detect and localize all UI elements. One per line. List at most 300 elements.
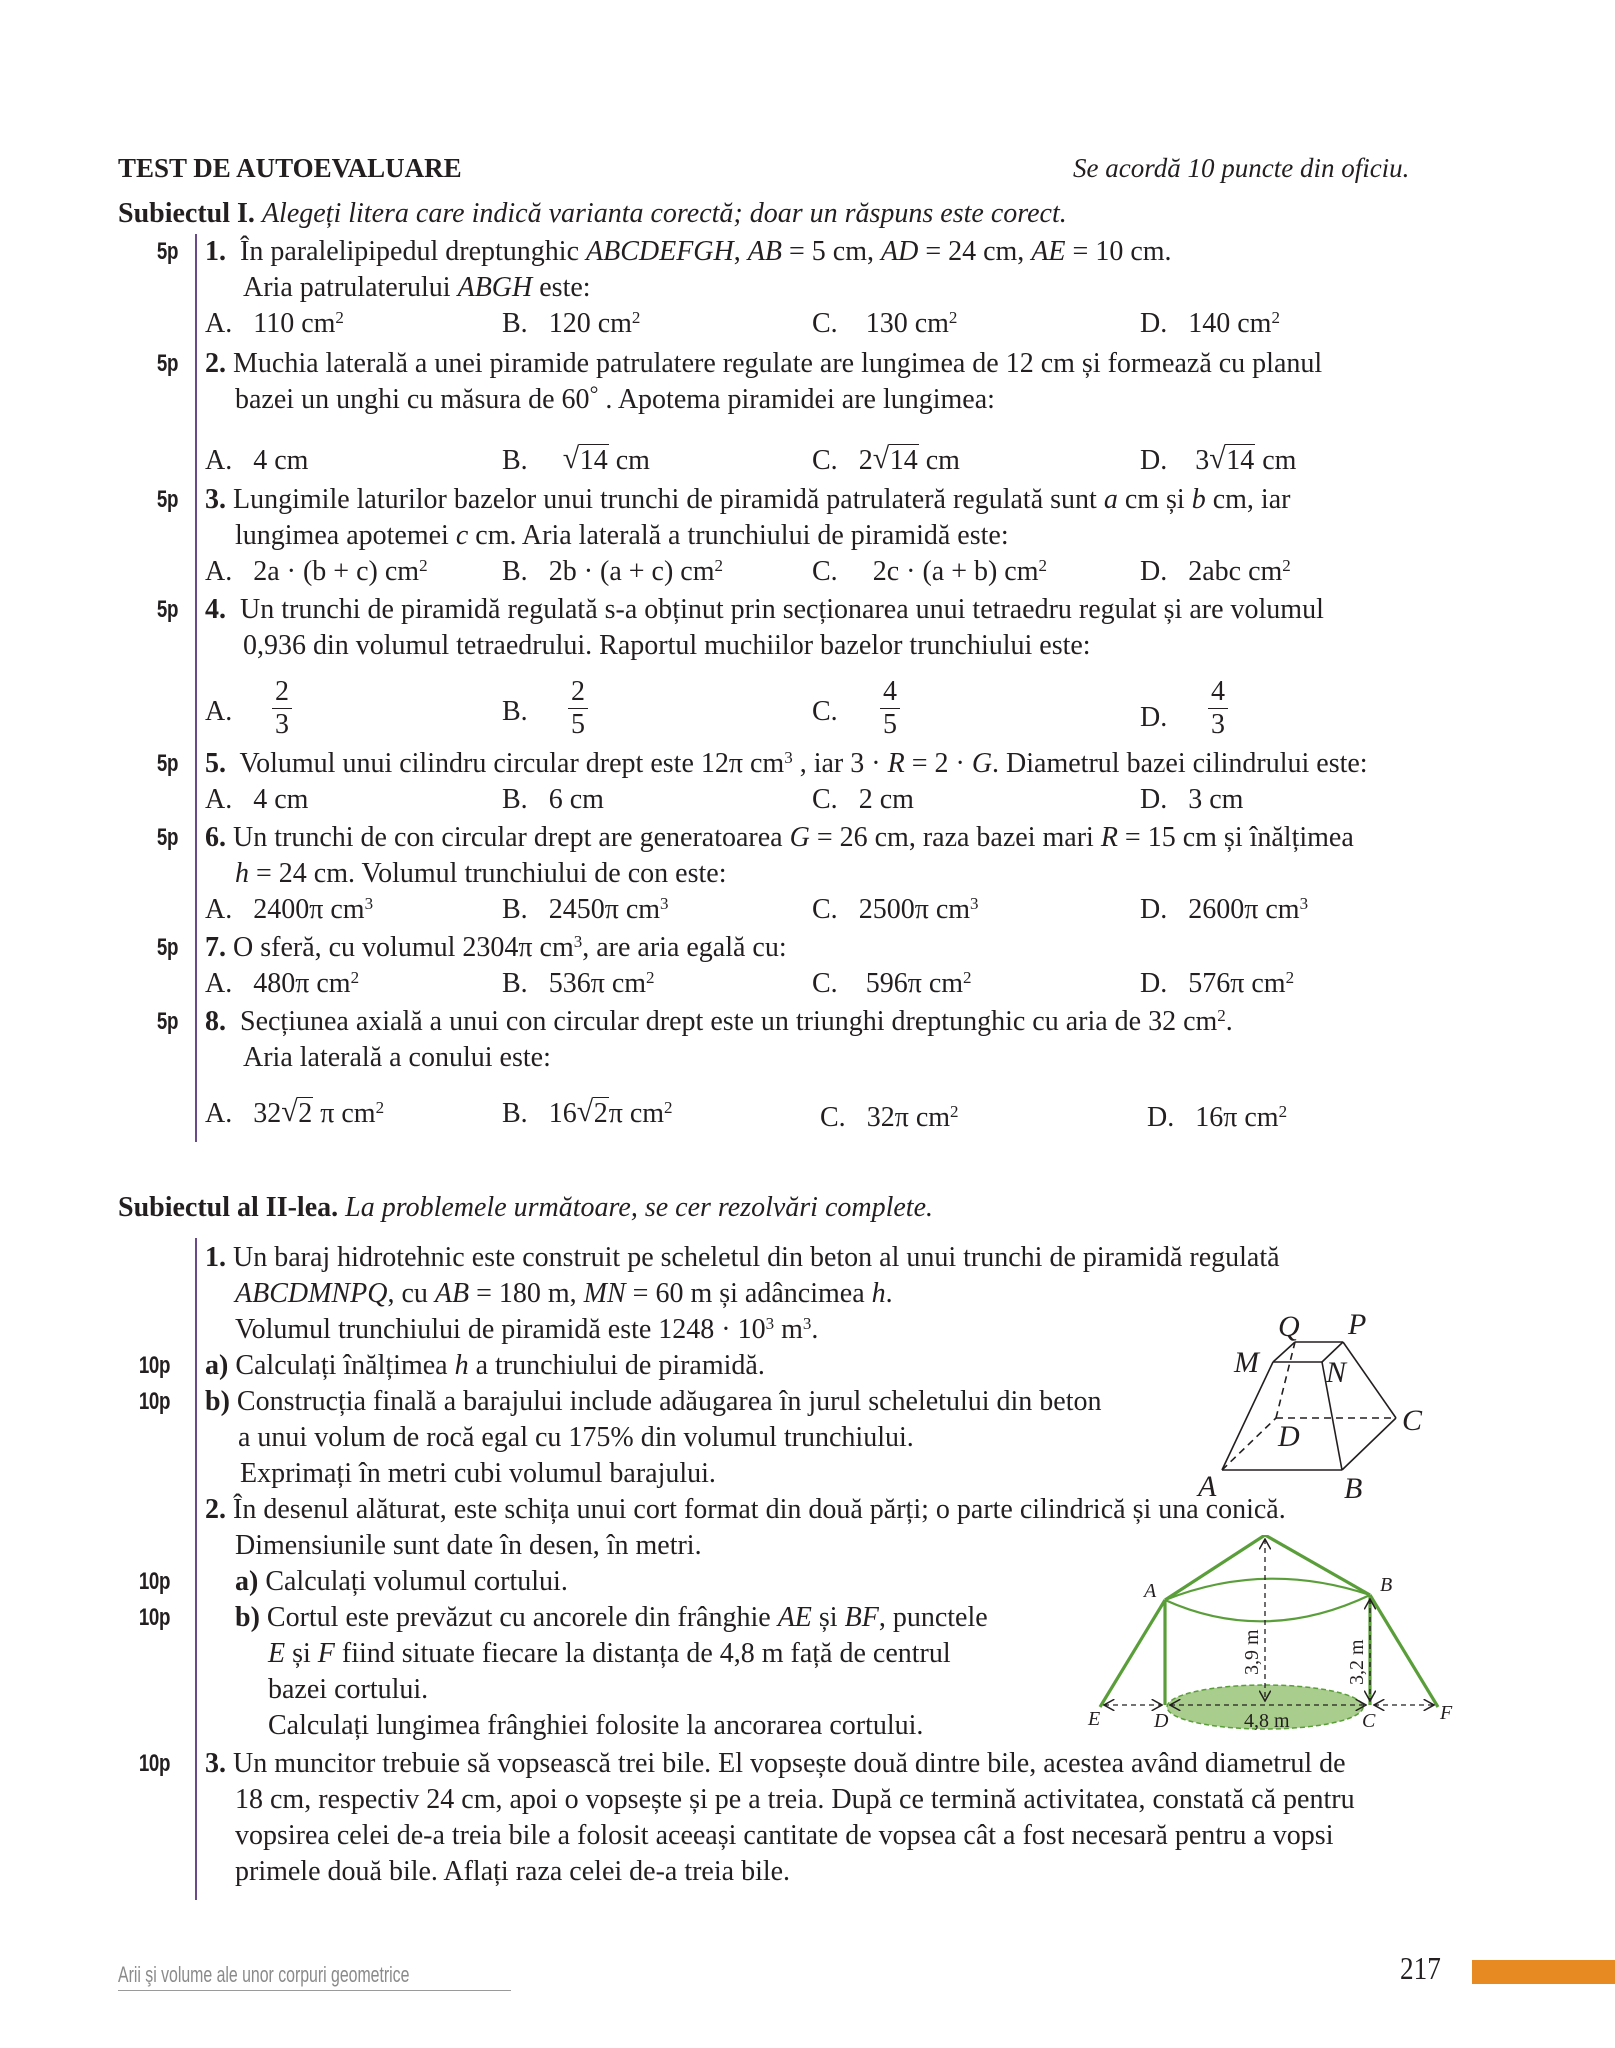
q4-option-d[interactable] <box>1140 700 1167 736</box>
q3-text: cm. Aria laterală a trunchiului de piramidă este: <box>468 520 1009 551</box>
option-value: 2600π cm <box>1188 894 1300 925</box>
option-value: 2500π cm <box>858 894 971 925</box>
subject2-instruction: La problemele următoare, se cer rezolvări complete. <box>345 1192 934 1223</box>
q1-text: = 10 cm. <box>1065 236 1172 267</box>
option-letter: B. <box>502 1098 528 1129</box>
label-N: N <box>1326 1356 1347 1389</box>
q6-number: 6. <box>205 822 226 853</box>
radicand: 2 <box>593 1098 608 1129</box>
q4-points: 5p <box>156 596 178 623</box>
q6-var: G <box>789 822 810 853</box>
page-accent-bar <box>1472 1960 1615 1984</box>
option-sup: 3 <box>364 894 374 913</box>
q8-line1 <box>205 1004 1233 1040</box>
q7-text: , are aria egală cu: <box>582 932 787 963</box>
subject2-heading <box>118 1190 933 1226</box>
option-letter: A. <box>205 445 233 476</box>
q5-var: G <box>971 748 993 779</box>
cone-right <box>1265 1535 1370 1595</box>
q6-points: 5p <box>156 824 178 851</box>
q1-var: AE <box>1031 236 1066 267</box>
label-M: M <box>1234 1346 1259 1379</box>
p1a-label: a) <box>205 1350 229 1381</box>
sqrt-expression: √ 2 <box>281 1095 313 1129</box>
label-D: D <box>1154 1710 1169 1732</box>
option-sup: 2 <box>1271 308 1280 327</box>
option-value: 480π cm <box>253 968 351 999</box>
option-sup: 2 <box>350 968 360 987</box>
page-number: 217 <box>1400 1950 1441 1986</box>
q1-option-c[interactable] <box>812 306 957 342</box>
numerator: 2 <box>568 676 588 709</box>
label-D: D <box>1278 1420 1300 1453</box>
q1-var: ABGH <box>457 272 533 303</box>
p1-line2 <box>235 1276 893 1312</box>
option-letter: A. <box>205 696 233 727</box>
p2b-line2 <box>268 1636 951 1672</box>
q4-text: Un trunchi de piramidă regulată s-a obținut prin secționarea unui tetraedru regulat și are volumul <box>240 594 1324 625</box>
p1-var: MN <box>583 1278 626 1309</box>
q4-option-b[interactable] <box>502 694 528 730</box>
q8-text: Secțiunea axială a unui con circular drept este un triunghi dreptunghic cu aria de 32 cm <box>240 1006 1218 1037</box>
p1-text: a trunchiului de piramidă. <box>468 1350 765 1381</box>
edge-QM <box>1273 1342 1295 1362</box>
p2a-label: a) <box>235 1566 259 1597</box>
q1-text: = 5 cm, <box>781 236 881 267</box>
p1b-line3: Exprimați în metri cubi volumul barajului. <box>240 1458 716 1489</box>
q1-points: 5p <box>156 238 178 265</box>
p1-text: Volumul trunchiului de piramidă este 1248 · 10 <box>235 1314 766 1345</box>
subject2-label: Subiectul al II-lea. <box>118 1192 339 1223</box>
p1-text: . <box>885 1278 893 1309</box>
option-letter: D. <box>1147 1102 1175 1133</box>
denominator: 5 <box>571 709 585 740</box>
coefficient: 3 <box>1195 445 1210 476</box>
p3-line3: vopsirea celei de-a treia bile a folosit aceeași cantitate de vopsea cât a fost necesară pentru a vopsi <box>235 1820 1334 1851</box>
denominator: 5 <box>883 709 897 740</box>
option-letter: A. <box>205 894 233 925</box>
q1-text: În paralelipipedul dreptunghic <box>240 236 586 267</box>
subject1-label: Subiectul I. <box>118 198 255 229</box>
p2-text: Cortul este prevăzut cu ancorele din frânghie <box>259 1602 778 1633</box>
option-letter: D. <box>1140 445 1168 476</box>
degree-symbol: ° <box>589 381 599 406</box>
option-value: 536π cm <box>548 968 647 999</box>
coefficient: 2 <box>858 445 873 476</box>
radicand: 2 <box>298 1098 313 1129</box>
option-value: 120 cm <box>548 308 632 339</box>
option-unit: cm <box>608 445 650 476</box>
p3-line1 <box>205 1746 1346 1782</box>
p2b-line3: bazei cortului. <box>268 1674 429 1705</box>
q8-text: . <box>1225 1006 1233 1037</box>
q3-var: b <box>1191 484 1206 515</box>
option-value: 2abc cm <box>1188 556 1283 587</box>
p3-number: 3. <box>205 1748 226 1779</box>
edge-BC <box>1342 1418 1396 1470</box>
edge-CP <box>1343 1342 1396 1418</box>
q3-var: c <box>455 520 469 551</box>
option-sup: 2 <box>335 308 344 327</box>
option-sup: 3 <box>660 894 669 913</box>
p2-text: În desenul alăturat, este schița unui cort format din două părți; o parte cilindrică și una conică. <box>233 1494 1286 1525</box>
p2-var: AE <box>777 1602 812 1633</box>
q6-line2 <box>235 856 726 892</box>
q5-text: = 2 · <box>904 748 972 779</box>
test-title: TEST DE AUTOEVALUARE <box>118 153 462 183</box>
edge-DQ-hidden <box>1276 1342 1295 1418</box>
q6-var: h <box>235 858 249 889</box>
label-total-height: 3,9 m <box>1241 1629 1263 1675</box>
radicand: 14 <box>579 445 608 476</box>
q6-line1 <box>205 820 1354 856</box>
option-sup: 2 <box>948 308 958 327</box>
q3-line1 <box>205 482 1290 518</box>
label-P: P <box>1348 1308 1367 1341</box>
q1-text: este: <box>532 272 591 303</box>
q5-line1 <box>205 746 1368 782</box>
subject1-margin-rule <box>195 234 197 1142</box>
option-value: 140 cm <box>1188 308 1272 339</box>
q3-text: lungimea apotemei <box>235 520 456 551</box>
p2-text: , punctele <box>878 1602 988 1633</box>
q2-text: bazei un unghi cu măsura de 60 <box>235 384 590 415</box>
edge-AD-hidden <box>1222 1418 1276 1470</box>
p1b-line2: a unui volum de rocă egal cu 175% din volumul trunchiului. <box>238 1422 914 1453</box>
q2-points: 5p <box>156 350 178 377</box>
q1-var: AD <box>880 236 919 267</box>
coefficient: 16 <box>548 1098 577 1129</box>
option-letter: B. <box>502 784 528 815</box>
p2b-points: 10p <box>138 1604 170 1631</box>
option-value: 2a · (b + c) cm <box>253 556 420 587</box>
p1-text: = 60 m și adâncimea <box>625 1278 872 1309</box>
q6-text: = 26 cm, raza bazei mari <box>809 822 1101 853</box>
q2-option-a[interactable] <box>205 443 308 479</box>
p1-number: 1. <box>205 1242 226 1273</box>
option-value: 3 cm <box>1188 784 1244 815</box>
label-A: A <box>1198 1470 1217 1500</box>
option-sup: 2 <box>419 556 428 575</box>
p1-var: AB <box>434 1278 470 1309</box>
q2-text: Muchia laterală a unei piramide patrulatere regulate are lungimea de 12 cm și formează cu planul <box>233 348 1323 379</box>
chapter-title: Arii şi volume ale unor corpuri geometrice <box>118 1962 410 1987</box>
q5-text: Volumul unui cilindru circular drept este 12π cm <box>239 748 785 779</box>
q1-var: ABCDEFGH <box>586 236 734 267</box>
q4-option-c[interactable] <box>812 694 838 730</box>
option-letter: D. <box>1140 702 1168 733</box>
option-value: 2 cm <box>858 784 914 815</box>
q4-fraction-c <box>880 676 900 741</box>
p2-text: fiind situate fiecare la distanța de 4,8 m față de centrul <box>334 1638 951 1669</box>
q1-line2 <box>243 270 591 306</box>
q3-var: a <box>1103 484 1118 515</box>
p1-text: Calculați înălțimea <box>228 1350 455 1381</box>
option-value: 4 cm <box>253 784 309 815</box>
option-unit: cm <box>1255 445 1297 476</box>
option-letter: B. <box>502 696 528 727</box>
subject2-margin-rule <box>195 1238 197 1900</box>
q8-line2: Aria laterală a conului este: <box>243 1042 551 1073</box>
label-F: F <box>1440 1702 1453 1724</box>
q2-number: 2. <box>205 348 226 379</box>
q3-option-b[interactable] <box>502 554 723 590</box>
q7-text: O sferă, cu volumul 2304π cm <box>233 932 574 963</box>
numerator: 4 <box>1208 676 1228 709</box>
option-letter: A. <box>205 1098 233 1129</box>
q1-option-b[interactable] <box>502 306 640 342</box>
q2-line2 <box>235 382 995 418</box>
cone-left <box>1165 1535 1265 1600</box>
option-letter: C. <box>812 556 838 587</box>
q6-text: = 24 cm. Volumul trunchiului de con este: <box>249 858 727 889</box>
bonus-note: Se acordă 10 puncte din oficiu. <box>1073 153 1410 183</box>
q3-line2 <box>235 518 1009 554</box>
p3-line2: 18 cm, respectiv 24 cm, apoi o vopsește și pe a treia. După ce termină activitatea, constată că pentru <box>235 1784 1355 1815</box>
label-B: B <box>1344 1472 1363 1500</box>
option-sup: 3 <box>970 894 979 913</box>
q8-number: 8. <box>205 1006 226 1037</box>
q5-text: . Diametrul bazei cilindrului este: <box>992 748 1368 779</box>
q2-line1 <box>205 346 1322 382</box>
q7-line1 <box>205 930 787 966</box>
q1-number: 1. <box>205 236 226 267</box>
q6-text: = 15 cm și înălțimea <box>1117 822 1354 853</box>
q3-points: 5p <box>156 486 178 513</box>
q4-line2: 0,936 din volumul tetraedrului. Raportul muchiilor bazelor trunchiului este: <box>243 630 1091 661</box>
q1-line1 <box>205 234 1172 270</box>
q1-option-a[interactable] <box>205 306 344 342</box>
option-value: 4 cm <box>253 445 309 476</box>
cylinder-top-front <box>1165 1595 1370 1621</box>
q7-option-c[interactable] <box>812 966 972 1002</box>
p2-var: F <box>317 1638 335 1669</box>
q2-option-b[interactable] <box>502 443 650 479</box>
q3-text: cm și <box>1117 484 1192 515</box>
option-value: 2450π cm <box>548 894 661 925</box>
option-letter: C. <box>812 308 838 339</box>
p2-text: și <box>285 1638 318 1669</box>
option-sup: 2 <box>1038 556 1048 575</box>
denominator: 3 <box>1211 709 1225 740</box>
option-unit: π cm <box>313 1098 376 1129</box>
option-value: 130 cm <box>865 308 949 339</box>
p1-text: Un baraj hidrotehnic este construit pe scheletul din beton al unui trunchi de piramidă regulată <box>233 1242 1280 1273</box>
q5-points: 5p <box>156 750 178 777</box>
q7-option-b[interactable] <box>502 966 655 1002</box>
superscript: 2 <box>1217 1006 1226 1025</box>
q8-option-a[interactable] <box>205 1096 384 1132</box>
option-value: 2400π cm <box>253 894 365 925</box>
label-diameter: 4,8 m <box>1244 1710 1290 1732</box>
rope-BF <box>1370 1595 1438 1707</box>
q3-text: cm, iar <box>1205 484 1291 515</box>
p1b-label: b) <box>205 1386 230 1417</box>
superscript: 3 <box>802 1314 812 1333</box>
q4-fraction-d <box>1208 676 1228 741</box>
q8-points: 5p <box>156 1008 178 1035</box>
option-unit: π cm <box>608 1098 665 1129</box>
q3-text: Lungimile laturilor bazelor unui trunchi de piramidă patrulateră regulată sunt <box>233 484 1104 515</box>
q6-option-d[interactable] <box>1140 892 1308 928</box>
option-value: 16π cm <box>1195 1102 1279 1133</box>
option-letter: D. <box>1140 784 1168 815</box>
denominator: 3 <box>275 709 289 740</box>
option-letter: C. <box>812 894 838 925</box>
q4-option-a[interactable] <box>205 694 232 730</box>
q6-option-b[interactable] <box>502 892 669 928</box>
option-letter: A. <box>205 556 233 587</box>
p1-text: m <box>774 1314 803 1345</box>
q5-option-d[interactable] <box>1140 782 1243 818</box>
q8-option-d[interactable] <box>1147 1100 1287 1136</box>
q3-option-c[interactable] <box>812 554 1047 590</box>
q6-option-a[interactable] <box>205 892 373 928</box>
option-letter: B. <box>502 308 528 339</box>
label-C: C <box>1402 1404 1423 1437</box>
label-Q: Q <box>1278 1310 1300 1343</box>
option-letter: B. <box>502 445 528 476</box>
q4-line1 <box>205 592 1324 628</box>
q6-text: Un trunchi de con circular drept are generatoarea <box>233 822 790 853</box>
q4-number: 4. <box>205 594 226 625</box>
q1-text: = 24 cm, <box>918 236 1032 267</box>
option-letter: C. <box>812 784 838 815</box>
q8-option-c[interactable] <box>820 1100 959 1136</box>
option-letter: A. <box>205 784 233 815</box>
q1-text: , <box>733 236 748 267</box>
p2-line1 <box>205 1492 1286 1528</box>
coefficient: 32 <box>253 1098 282 1129</box>
q4-fraction-b <box>568 676 588 741</box>
p1b-line1 <box>205 1384 1102 1420</box>
option-sup: 2 <box>1278 1102 1288 1121</box>
p2b-line4: Calculați lungimea frânghiei folosite la ancorarea cortului. <box>268 1710 924 1741</box>
p1b-points: 10p <box>138 1388 170 1415</box>
p2-line2: Dimensiunile sunt date în desen, în metri. <box>235 1530 702 1561</box>
p2b-line1 <box>235 1600 988 1636</box>
p1a-text <box>205 1348 765 1384</box>
p1-line3 <box>235 1312 818 1348</box>
option-value: 2c · (a + b) cm <box>872 556 1039 587</box>
sqrt-expression: √ 14 <box>872 442 918 476</box>
q5-option-a[interactable] <box>205 782 308 818</box>
label-E: E <box>1088 1708 1101 1730</box>
superscript: 3 <box>765 1314 775 1333</box>
option-letter: B. <box>502 894 528 925</box>
p1-var: ABCDMNPQ <box>235 1278 388 1309</box>
option-value: 596π cm <box>865 968 964 999</box>
q5-number: 5. <box>205 748 226 779</box>
p2b-label: b) <box>235 1602 260 1633</box>
q5-option-b[interactable] <box>502 782 604 818</box>
option-value: 2b · (a + c) cm <box>548 556 715 587</box>
p2a-text <box>235 1564 568 1600</box>
subject1-instruction: Alegeți litera care indică varianta corectă; doar un răspuns este corect. <box>261 198 1067 229</box>
option-sup: 2 <box>631 308 641 327</box>
option-letter: B. <box>502 968 528 999</box>
option-sup: 2 <box>646 968 655 987</box>
option-letter: C. <box>820 1102 846 1133</box>
q7-number: 7. <box>205 932 226 963</box>
q4-fraction-a <box>272 676 292 741</box>
option-sup: 2 <box>375 1098 385 1117</box>
q3-option-d[interactable] <box>1140 554 1291 590</box>
option-value: 576π cm <box>1188 968 1286 999</box>
p3-text: Un muncitor trebuie să vopsească trei bile. El vopsește două dintre bile, acestea având diametrul de <box>233 1748 1346 1779</box>
q5-var: R <box>887 748 905 779</box>
p1-text: . <box>811 1314 819 1345</box>
option-sup: 2 <box>950 1102 959 1121</box>
numerator: 2 <box>272 676 292 709</box>
tent-figure <box>1080 1535 1460 1735</box>
option-sup: 2 <box>963 968 972 987</box>
p2-number: 2. <box>205 1494 226 1525</box>
option-letter: D. <box>1140 894 1168 925</box>
option-sup: 2 <box>1282 556 1291 575</box>
sqrt-expression: √ 14 <box>1209 442 1255 476</box>
q8-option-b[interactable] <box>502 1096 673 1132</box>
superscript: 3 <box>573 932 583 951</box>
p2a-points: 10p <box>138 1568 170 1595</box>
q1-option-d[interactable] <box>1140 306 1280 342</box>
option-letter: A. <box>205 308 233 339</box>
p2-text: și <box>811 1602 845 1633</box>
label-cyl-height: 3,2 m <box>1346 1639 1368 1685</box>
option-letter: D. <box>1140 556 1168 587</box>
radicand: 14 <box>1226 445 1255 476</box>
option-sup: 2 <box>1285 968 1295 987</box>
q2-option-c[interactable] <box>812 443 960 479</box>
p2-text: Calculați volumul cortului. <box>258 1566 568 1597</box>
superscript: 3 <box>784 748 793 767</box>
p2-var: BF <box>844 1602 879 1633</box>
subject1-heading <box>118 196 1067 232</box>
option-unit: cm <box>918 445 960 476</box>
label-A: A <box>1144 1580 1157 1602</box>
q1-var: AB <box>747 236 782 267</box>
q1-text: Aria patrulaterului <box>243 272 458 303</box>
p1-var: h <box>871 1278 886 1309</box>
option-letter: B. <box>502 556 528 587</box>
p1-text: , cu <box>387 1278 435 1309</box>
p2-var: E <box>268 1638 286 1669</box>
option-letter: D. <box>1140 968 1168 999</box>
frustum-figure <box>1180 1290 1440 1500</box>
q2-option-d[interactable] <box>1140 443 1296 479</box>
option-letter: D. <box>1140 308 1168 339</box>
sqrt-expression: √ 2 <box>576 1095 608 1129</box>
p3-points: 10p <box>138 1750 170 1777</box>
q5-text: , iar 3 · <box>792 748 888 779</box>
p3-line4: primele două bile. Aflați raza celei de-a treia bile. <box>235 1856 791 1887</box>
option-sup: 3 <box>1299 894 1309 913</box>
q3-number: 3. <box>205 484 226 515</box>
q5-option-c[interactable] <box>812 782 914 818</box>
q6-option-c[interactable] <box>812 892 979 928</box>
q3-option-a[interactable] <box>205 554 428 590</box>
p1-text: Construcția finală a barajului include adăugarea în jurul scheletului din beton <box>229 1386 1102 1417</box>
option-sup: 2 <box>714 556 724 575</box>
q2-text: . Apotema piramidei are lungimea: <box>598 384 995 415</box>
q7-option-d[interactable] <box>1140 966 1294 1002</box>
option-value: 32π cm <box>866 1102 951 1133</box>
q7-points: 5p <box>156 934 178 961</box>
p1-line1 <box>205 1240 1280 1276</box>
q7-option-a[interactable] <box>205 966 359 1002</box>
q6-var: R <box>1100 822 1118 853</box>
option-sup: 2 <box>664 1098 673 1117</box>
